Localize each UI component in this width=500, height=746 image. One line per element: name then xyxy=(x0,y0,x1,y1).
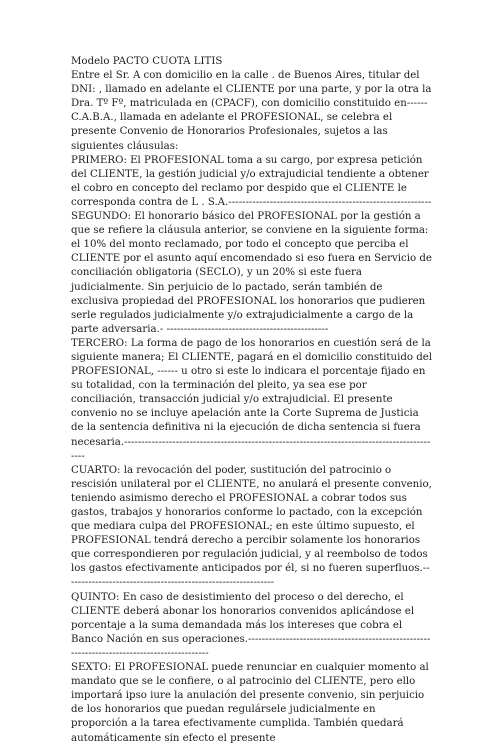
clause-sexto: SEXTO: El PROFESIONAL puede renunciar en cualquier momento al mandato que se le confiere, o al patrocinio del CLIENTE, pero ello importará ipso iure la anulación del presente convenio, sin perjuicio de los honorarios que puedan regulársele judicialmente en proporción a la tarea efectivamente cumplida. También quedará automáticamente sin efecto el presente xyxy=(71,662,429,744)
clause-tercero: TERCERO: La forma de pago de los honorarios en cuestión será de la siguiente manera; El CLIENTE, pagará en el domicilio constituido del PROFESIONAL, ------ u otro si este lo indicara el porcentaje fijado en su totalidad, con la terminación del pleito, ya sea ese por conciliación, transacción judicial y/o extrajudicial. El presente convenio no se incluye apelación ante la Corte Suprema de Justicia de la sentencia definitiva ni la ejecución de dicha sentencia si fuera necesaria.--------------------------------------------------------------------------------------------- xyxy=(71,337,433,462)
clause-cuarto: CUARTO: la revocación del poder, sustitución del patrocinio o rescisión unilateral por el CLIENTE, no anulará el presente convenio, teniendo asimismo derecho el PROFESIONAL a cobrar todos sus gastos, trabajos y honorarios conforme lo pactado, con la excepción que mediara culpa del PROFESIONAL; en este último supuesto, el PROFESIONAL tendrá derecho a percibir solamente los honorarios que correspondieren por regulación judicial, y al reembolso de todos los gastos efectivamente anticipados por él, si no fueren superfluos.------------------------------------------------------------- xyxy=(71,464,432,589)
document-title: Modelo PACTO CUOTA LITIS xyxy=(71,56,223,67)
intro-paragraph: Entre el Sr. A con domicilio en la calle . de Buenos Aires, titular del DNI: , llamado en adelante el CLIENTE por una parte, y por la otra la Dra. Tº Fº, matriculada en (CPACF), con domicilio constituido en------ C.A.B.A., llamada en adelante el PROFESIONAL, se celebra el presente Convenio de Honorarios Profesionales, sujetos a las siguientes cláusulas: xyxy=(71,70,432,152)
clause-primero: PRIMERO: El PROFESIONAL toma a su cargo, por expresa petición del CLIENTE, la gestión judicial y/o extrajudicial tendiente a obtener el cobro en concepto del reclamo por despido que el CLIENTE le corresponda contra de L . S.A.----------------------------------------------------------- xyxy=(71,154,432,208)
clause-segundo: SEGUNDO: El honorario básico del PROFESIONAL por la gestión a que se refiere la cláusula anterior, se conviene en la siguiente forma: el 10% del monto reclamado, por todo el concepto que perciba el CLIENTE por el asunto aquí encomendado si eso fuera en Servicio de conciliación obligatoria (SECLO), y un 20% si este fuera judicialmente. Sin perjuicio de lo pactado, serán también de exclusiva propiedad del PROFESIONAL los honorarios que pudieren serle regulados judicialmente y/o extrajudicialmente a cargo de la parte adversaria.- ----------------------------------------------- xyxy=(71,211,432,335)
document-body xyxy=(71,55,433,746)
clause-quinto: QUINTO: En caso de desistimiento del proceso o del derecho, el CLIENTE deberá abonar los honorarios convenidos aplicándose el porcentaje a la suma demandada más los intereses que cobra el Banco Nación en sus operaciones.--------------------------------------------------------------------------------------------- xyxy=(71,591,431,659)
